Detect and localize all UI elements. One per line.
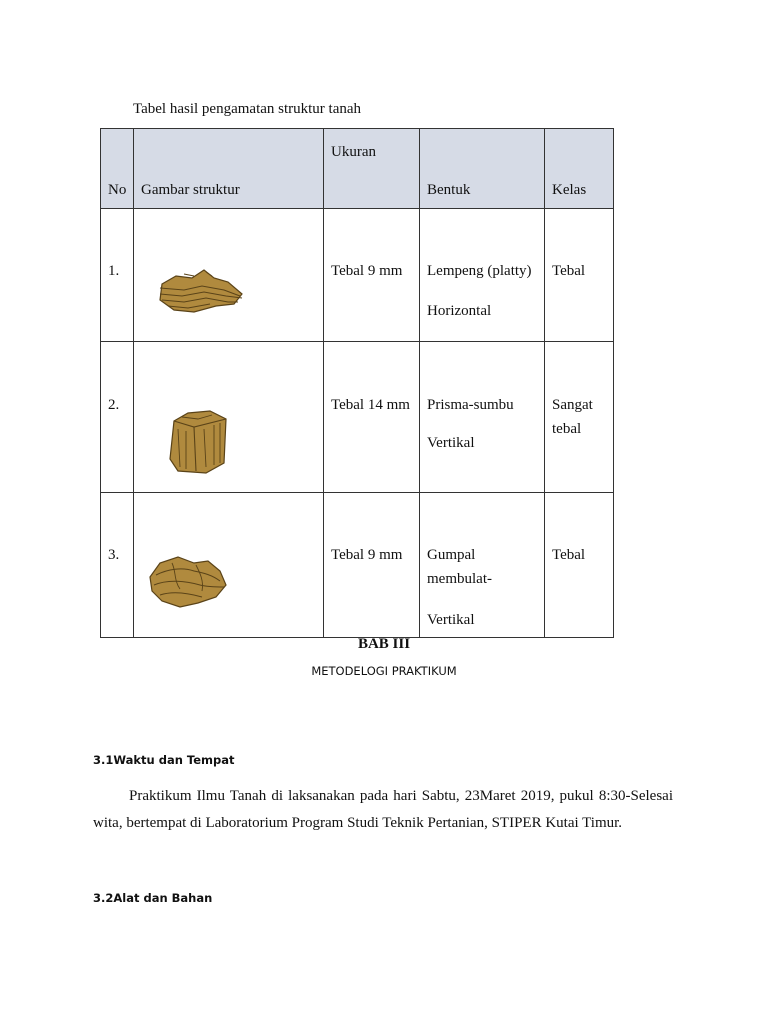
header-ukuran xyxy=(324,129,420,209)
table-header-row xyxy=(101,129,614,209)
bentuk-line-2: Vertikal xyxy=(427,435,475,451)
bentuk-line-1: Lempeng (platty) xyxy=(427,263,532,279)
table-row xyxy=(101,493,614,638)
header-kelas xyxy=(545,129,614,209)
cell-no xyxy=(101,209,134,342)
ukuran-value: Tebal 9 mm xyxy=(331,547,403,563)
row-number: 3. xyxy=(108,547,120,563)
cell-gambar xyxy=(134,493,324,638)
cell-kelas xyxy=(545,209,614,342)
table-row xyxy=(101,342,614,493)
cell-ukuran xyxy=(324,209,420,342)
section-heading-3-2: 3.2Alat dan Bahan xyxy=(93,891,213,905)
section-paragraph-3-1 xyxy=(93,783,673,836)
kelas-line-2: tebal xyxy=(552,421,582,437)
ukuran-value: Tebal 9 mm xyxy=(331,263,403,279)
bentuk-line-2: Horizontal xyxy=(427,303,492,319)
kelas-value: Tebal xyxy=(552,263,586,279)
table-caption: Tabel hasil pengamatan struktur tanah xyxy=(133,101,362,117)
paragraph-text: Praktikum Ilmu Tanah di laksanakan pada hari Sabtu, 23Maret 2019, pukul 8:30-Selesai wita, bertempat di Laboratorium Program Studi Teknik Pertanian, STIPER Kutai Timur. xyxy=(93,788,673,831)
cell-gambar xyxy=(134,342,324,493)
bentuk-line-2: membulat- xyxy=(427,571,492,587)
cell-gambar xyxy=(134,209,324,342)
cell-no xyxy=(101,342,134,493)
section-heading-3-1: 3.1Waktu dan Tempat xyxy=(93,753,235,767)
prismatic-structure-icon xyxy=(164,407,234,477)
header-bentuk-label: Bentuk xyxy=(427,182,471,198)
header-bentuk xyxy=(420,129,545,209)
bentuk-line-1: Prisma-sumbu xyxy=(427,397,514,413)
header-no-label: No xyxy=(108,182,127,198)
header-gambar-label: Gambar struktur xyxy=(141,182,240,198)
cell-bentuk xyxy=(420,493,545,638)
row-number: 2. xyxy=(108,397,120,413)
structure-table xyxy=(100,128,614,638)
header-ukuran-label: Ukuran xyxy=(331,144,376,160)
cell-bentuk xyxy=(420,342,545,493)
cell-kelas xyxy=(545,493,614,638)
platy-structure-icon xyxy=(154,264,246,324)
kelas-value: Tebal xyxy=(552,547,586,563)
cell-ukuran xyxy=(324,342,420,493)
header-kelas-label: Kelas xyxy=(552,182,587,198)
table-row xyxy=(101,209,614,342)
chapter-title: BAB III xyxy=(357,636,411,652)
header-no xyxy=(101,129,134,209)
cell-bentuk xyxy=(420,209,545,342)
ukuran-value: Tebal 14 mm xyxy=(331,397,410,413)
chapter-subtitle: METODELOGI PRAKTIKUM xyxy=(311,664,457,678)
cell-ukuran xyxy=(324,493,420,638)
bentuk-line-1: Gumpal xyxy=(427,547,476,563)
cell-no xyxy=(101,493,134,638)
header-gambar xyxy=(134,129,324,209)
cell-kelas xyxy=(545,342,614,493)
bentuk-line-3: Vertikal xyxy=(427,612,475,628)
kelas-line-1: Sangat xyxy=(552,397,593,413)
blocky-structure-icon xyxy=(146,551,230,611)
row-number: 1. xyxy=(108,263,120,279)
